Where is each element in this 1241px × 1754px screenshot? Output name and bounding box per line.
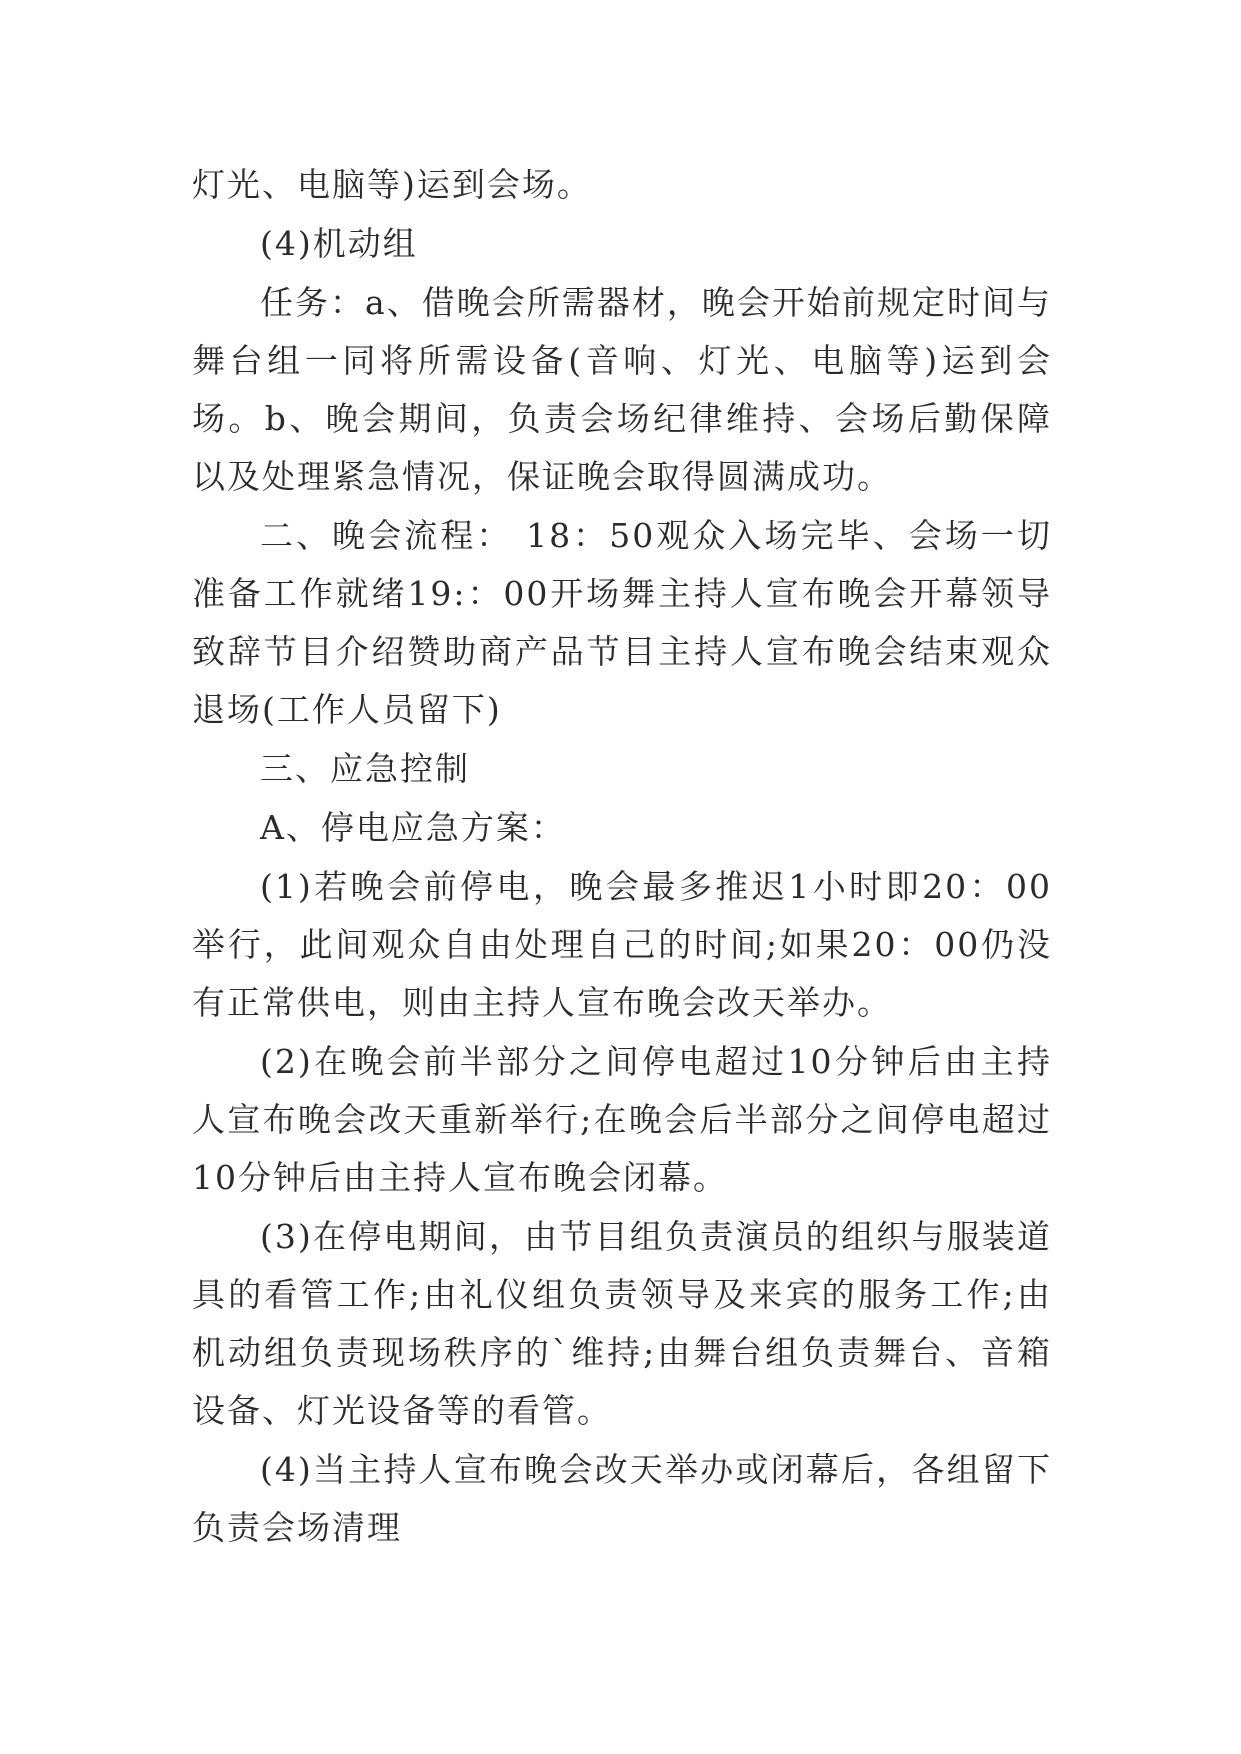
paragraph-mobile-group-tasks: 任务：a、借晚会所需器材，晚会开始前规定时间与舞台组一同将所需设备(音响、灯光、电脑等)运到会场。b、晚会期间，负责会场纪律维持、会场后勤保障以及处理紧急情况，保证晚会取得圆满成功。	[192, 283, 1052, 496]
document-body	[192, 156, 1052, 1558]
paragraph-mobile-group-heading: (4)机动组	[260, 224, 418, 263]
paragraph-emergency-control-heading: 三、应急控制	[260, 749, 470, 788]
paragraph-outage-item-1: (1)若晚会前停电，晚会最多推迟1小时即20：00举行，此间观众自由处理自己的时间;如果20：00仍没有正常供电，则由主持人宣布晚会改天举办。	[192, 867, 1052, 1022]
paragraph-outage-item-2: (2)在晚会前半部分之间停电超过10分钟后由主持人宣布晚会改天重新举行;在晚会后半部分之间停电超过10分钟后由主持人宣布晚会闭幕。	[192, 1042, 1052, 1197]
paragraph-continuation: 灯光、电脑等)运到会场。	[192, 165, 592, 204]
paragraph-outage-item-3: (3)在停电期间，由节目组负责演员的组织与服装道具的看管工作;由礼仪组负责领导及来宾的服务工作;由机动组负责现场秩序的`维持;由舞台组负责舞台、音箱设备、灯光设备等的看管。	[192, 1217, 1052, 1430]
paragraph-evening-schedule: 二、晚会流程： 18：50观众入场完毕、会场一切准备工作就绪19:：00开场舞主持人宣布晚会开幕领导致辞节目介绍赞助商产品节目主持人宣布晚会结束观众退场(工作人员留下)	[192, 516, 1052, 729]
paragraph-outage-item-4: (4)当主持人宣布晚会改天举办或闭幕后，各组留下负责会场清理	[192, 1450, 1052, 1547]
paragraph-power-outage-plan-heading: A、停电应急方案：	[260, 808, 566, 847]
